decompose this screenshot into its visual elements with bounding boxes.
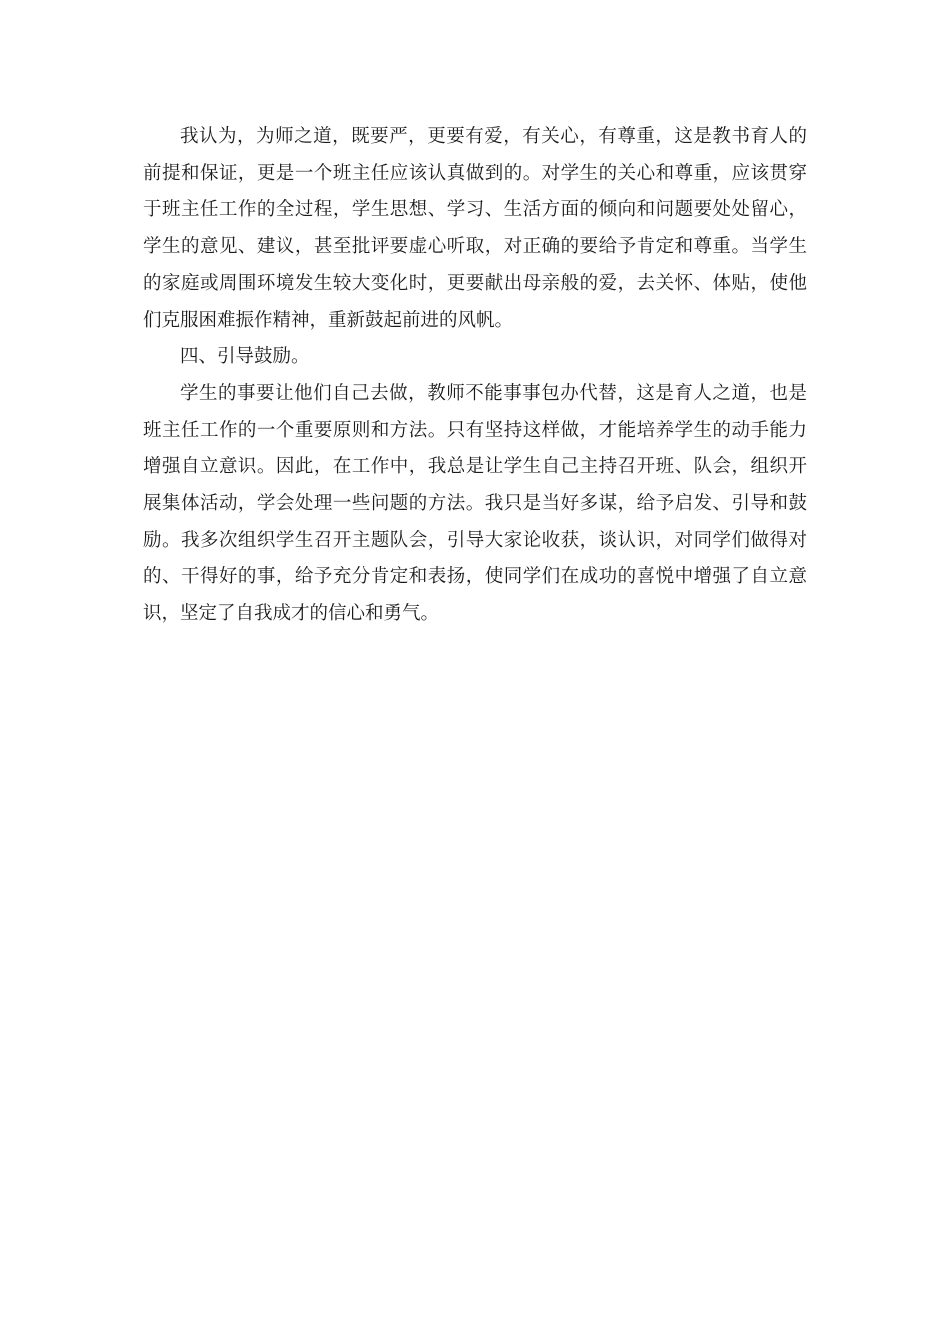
- paragraph-self-reliance: 学生的事要让他们自己去做，教师不能事事包办代替，这是育人之道，也是班主任工作的一个重要原则和方法。只有坚持这样做，才能培养学生的动手能力增强自立意识。因此，在工作中，我总是让学生自己主持召开班、队会，组织开展集体活动，学会处理一些问题的方法。我只是当好多谋，给予启发、引导和鼓励。我多次组织学生召开主题队会，引导大家论收获，谈认识，对同学们做得对的、干得好的事，给予充分肯定和表扬，使同学们在成功的喜悦中增强了自立意识，坚定了自我成才的信心和勇气。: [143, 382, 807, 625]
- section-heading-guide-encourage: 四、引导鼓励。: [180, 346, 310, 368]
- paragraph-respect-care: 我认为，为师之道，既要严，更要有爱，有关心，有尊重，这是教书育人的前提和保证，更是一个班主任应该认真做到的。对学生的关心和尊重，应该贯穿于班主任工作的全过程，学生思想、学习、生活方面的倾向和问题要处处留心，学生的意见、建议，甚至批评要虚心听取，对正确的要给予肯定和尊重。当学生的家庭或周围环境发生较大变化时，更要献出母亲般的爱，去关怀、体贴，使他们克服困难振作精神，重新鼓起前进的风帆。: [143, 126, 807, 331]
- document-body: [143, 119, 807, 633]
